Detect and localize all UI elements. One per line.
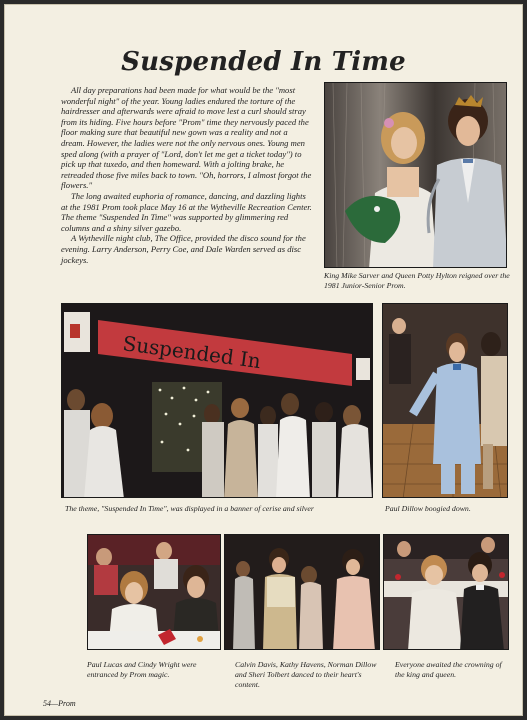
article-body <box>61 85 313 265</box>
dillow-illustration <box>383 304 508 498</box>
yearbook-page <box>4 4 523 716</box>
dillow-photo <box>382 303 508 498</box>
dancers-photo <box>224 534 380 650</box>
banner-text: Suspended In <box>121 331 263 374</box>
article-paragraph: A Wytheville night club, The Office, provided the disco sound for the evening. Larry Anderson, Perry Coe, and Dale Warden served as disc jockeys. <box>61 233 306 265</box>
dancers-illustration <box>225 535 380 650</box>
king-queen-illustration <box>325 83 507 268</box>
article-paragraph: All day preparations had been made for what would be the "most wonderful night" of the year. Young ladies endured the torture of the hairdresser and afterwards were afraid to move lest a curl should stray from its hiding. Five hours before "Prom" time they nervously paced the floor making sure that beautiful new gown was a reality and not a dream. However, the ladies were not the only nervous ones. Young men sped along (with a prayer of "Lord, don't let me get a ticket today") to pick up that tuxedo, and then homeward. With a jolting brake, he retreaded those five miles back to town. "Oh, horrors, I almost forgot the flowers." <box>61 85 312 191</box>
banner-illustration <box>62 304 373 498</box>
dillow-caption: Paul Dillow boogied down. <box>385 504 471 513</box>
page-folio: 54—Prom <box>43 699 76 708</box>
dancers-caption: Calvin Davis, Kathy Havens, Norman Dillow and Sheri Tolbert danced to their heart's content. <box>235 660 377 689</box>
awaiting-caption: Everyone awaited the crowning of the king and queen. <box>395 660 502 679</box>
banner-photo <box>61 303 373 498</box>
king-queen-photo <box>324 82 507 268</box>
awaiting-illustration <box>384 535 509 650</box>
lucas-wright-photo <box>87 534 221 650</box>
lucas-wright-caption: Paul Lucas and Cindy Wright were entranced by Prom magic. <box>87 660 197 679</box>
lucas-wright-illustration <box>88 535 221 650</box>
page-title: Suspended In Time <box>121 47 406 77</box>
king-queen-caption: King Mike Sarver and Queen Potty Hylton reigned over the 1981 Junior-Senior Prom. <box>324 271 510 290</box>
banner-caption: The theme, "Suspended In Time", was displayed in a banner of cerise and silver <box>65 504 314 513</box>
awaiting-photo <box>383 534 509 650</box>
article-paragraph: The long awaited euphoria of romance, dancing, and dazzling lights at the 1981 Prom took place May 16 at the Wytheville Recreation Center. The theme "Suspended In Time" was supported by glimmering red columns and a shiny silver gazebo. <box>61 190 312 233</box>
